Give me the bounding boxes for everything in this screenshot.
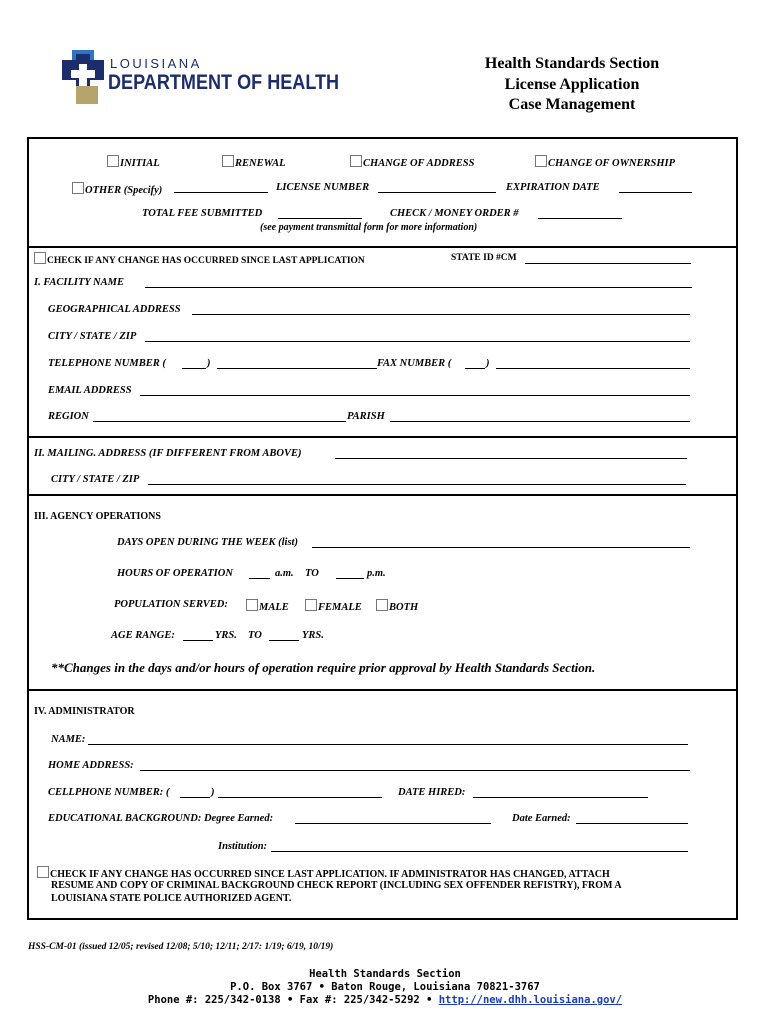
institution-label: Institution: <box>218 841 268 852</box>
home-address-label: HOME ADDRESS: <box>48 760 134 771</box>
hours-label: HOURS OF OPERATION <box>117 568 233 579</box>
logo <box>62 50 362 106</box>
male-checkbox[interactable] <box>246 599 258 611</box>
admin-change-line2: RESUME AND COPY OF CRIMINAL BACKGROUND CHECK REPORT (INCLUDING SEX OFFENDER REFISTRY), FROM A <box>51 880 622 891</box>
change-check-option[interactable]: CHECK IF ANY CHANGE HAS OCCURRED SINCE LAST APPLICATION <box>34 252 365 266</box>
age-to-field[interactable] <box>269 640 299 641</box>
degree-field[interactable] <box>295 823 491 824</box>
section3-title: III. AGENCY OPERATIONS <box>34 511 161 522</box>
both-option[interactable]: BOTH <box>376 599 418 613</box>
fax-field[interactable] <box>496 368 690 369</box>
total-fee-label: TOTAL FEE SUBMITTED <box>142 208 263 219</box>
mailing-address-label: II. MAILING. ADDRESS (IF DIFFERENT FROM ABOVE) <box>34 448 302 459</box>
education-label: EDUCATIONAL BACKGROUND: Degree Earned: <box>48 813 274 824</box>
age-range-label: AGE RANGE: <box>111 630 175 641</box>
state-id-field[interactable] <box>525 263 691 264</box>
date-earned-label: Date Earned: <box>512 813 571 824</box>
license-number-field[interactable] <box>378 192 496 193</box>
region-field[interactable] <box>93 421 346 422</box>
change-ownership-option[interactable]: CHANGE OF OWNERSHIP <box>535 155 675 169</box>
both-checkbox[interactable] <box>376 599 388 611</box>
city-state-zip-field[interactable] <box>145 341 690 342</box>
facility-name-label: I. FACILITY NAME <box>34 277 124 288</box>
form-id: HSS-CM-01 (issued 12/05; revised 12/08; 5/10; 12/11; 2/17: 1/19; 6/19, 10/19) <box>28 942 334 952</box>
facility-name-field[interactable] <box>145 287 692 288</box>
institution-field[interactable] <box>271 851 688 852</box>
cellphone-label: CELLPHONE NUMBER: ( <box>48 787 170 798</box>
geo-address-field[interactable] <box>192 314 690 315</box>
footer-title: Health Standards Section <box>309 968 461 980</box>
region-label: REGION <box>48 411 89 422</box>
cellphone-field[interactable] <box>218 797 382 798</box>
total-fee-field[interactable] <box>278 218 362 219</box>
hours-pm-field[interactable] <box>336 578 364 579</box>
city-state-zip-label: CITY / STATE / ZIP <box>48 331 137 342</box>
female-checkbox[interactable] <box>305 599 317 611</box>
email-field[interactable] <box>140 395 690 396</box>
logo-main-text: DEPARTMENT OF HEALTH <box>108 71 340 94</box>
days-open-label: DAYS OPEN DURING THE WEEK (list) <box>117 537 298 548</box>
header-title: Health Standards Section <box>484 55 660 72</box>
expiration-date-label: EXPIRATION DATE <box>506 182 600 193</box>
admin-change-line3: LOUISIANA STATE POLICE AUTHORIZED AGENT. <box>51 893 292 904</box>
facility-section-box <box>27 246 738 438</box>
header-subtitle: License Application <box>504 76 640 93</box>
other-option[interactable]: OTHER (Specify) <box>72 182 162 196</box>
parish-label: PARISH <box>347 411 385 422</box>
admin-name-label: NAME: <box>51 734 86 745</box>
other-specify-field[interactable] <box>174 192 268 193</box>
footer-address: P.O. Box 3767 • Baton Rouge, Louisiana 70821-3767 <box>230 981 540 993</box>
date-hired-field[interactable] <box>473 797 648 798</box>
admin-change-option[interactable]: CHECK IF ANY CHANGE HAS OCCURRED SINCE LAST APPLICATION. IF ADMINISTRATOR HAS CHANGED, ATTACH <box>37 866 610 880</box>
age-from-field[interactable] <box>183 640 213 641</box>
male-option[interactable]: MALE <box>246 599 289 613</box>
initial-checkbox[interactable] <box>107 155 119 167</box>
header-subtitle-2: Case Management <box>508 96 636 113</box>
telephone-label: TELEPHONE NUMBER ( <box>48 358 166 369</box>
hours-am-field[interactable] <box>249 578 270 579</box>
logo-top-text: LOUISIANA <box>110 56 202 71</box>
other-checkbox[interactable] <box>72 182 84 194</box>
change-address-checkbox[interactable] <box>350 155 362 167</box>
date-hired-label: DATE HIRED: <box>398 787 466 798</box>
admin-name-field[interactable] <box>88 744 688 745</box>
license-number-label: LICENSE NUMBER <box>276 182 370 193</box>
days-open-field[interactable] <box>312 547 690 548</box>
check-money-order-field[interactable] <box>538 218 622 219</box>
renewal-option[interactable]: RENEWAL <box>222 155 286 169</box>
website-link[interactable]: http://new.dhh.louisiana.gov/ <box>438 994 623 1006</box>
change-checkbox[interactable] <box>34 252 46 264</box>
mailing-city-field[interactable] <box>148 484 686 485</box>
renewal-checkbox[interactable] <box>222 155 234 167</box>
geo-address-label: GEOGRAPHICAL ADDRESS <box>48 304 181 315</box>
approval-notice: **Changes in the days and/or hours of operation require prior approval by Health Standards Section. <box>51 660 596 675</box>
health-cross-icon <box>62 50 104 106</box>
telephone-area-field[interactable] <box>182 368 206 369</box>
female-option[interactable]: FEMALE <box>305 599 362 613</box>
fax-area-field[interactable] <box>465 368 485 369</box>
section4-title: IV. ADMINISTRATOR <box>34 706 135 717</box>
home-address-field[interactable] <box>140 770 690 771</box>
date-earned-field[interactable] <box>576 823 688 824</box>
telephone-field[interactable] <box>217 368 377 369</box>
fax-label: FAX NUMBER ( <box>377 358 452 369</box>
change-ownership-checkbox[interactable] <box>535 155 547 167</box>
expiration-date-field[interactable] <box>619 192 692 193</box>
email-label: EMAIL ADDRESS <box>48 385 132 396</box>
population-label: POPULATION SERVED: <box>114 599 228 610</box>
payment-note: (see payment transmittal form for more information) <box>260 222 478 233</box>
initial-option[interactable]: INITIAL <box>107 155 160 169</box>
check-money-order-label: CHECK / MONEY ORDER # <box>390 208 519 219</box>
parish-field[interactable] <box>390 421 690 422</box>
cellphone-area-field[interactable] <box>180 797 210 798</box>
mailing-city-label: CITY / STATE / ZIP <box>51 474 140 485</box>
mailing-address-field[interactable] <box>335 458 687 459</box>
mailing-section-box <box>27 436 738 496</box>
footer-contact: Phone #: 225/342-0138 • Fax #: 225/342-5292 • http://new.dhh.louisiana.gov/ <box>147 994 623 1006</box>
state-id-label: STATE ID #CM <box>451 253 517 263</box>
change-address-option[interactable]: CHANGE OF ADDRESS <box>350 155 474 169</box>
admin-change-checkbox[interactable] <box>37 866 49 878</box>
